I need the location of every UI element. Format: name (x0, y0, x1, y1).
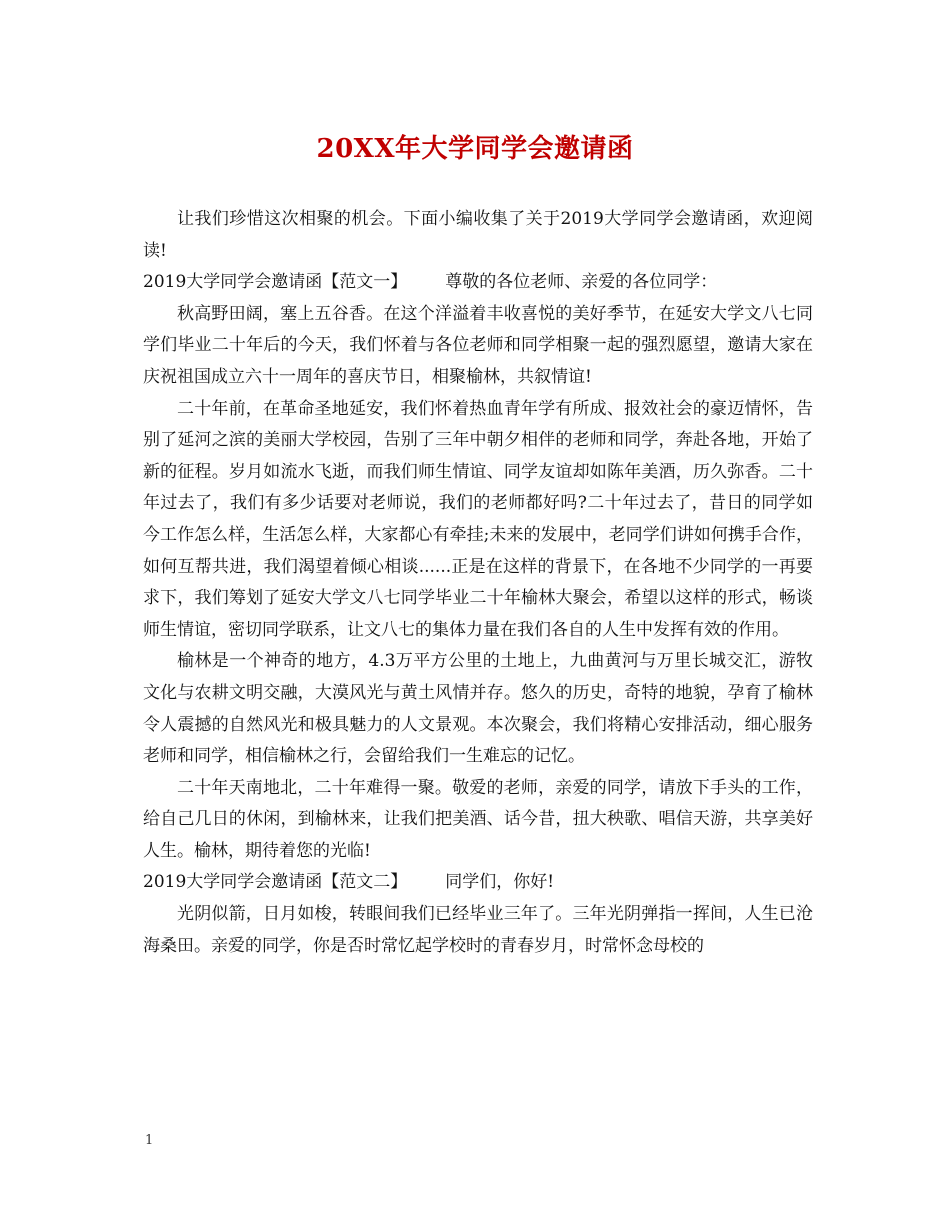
sample1-heading-line (143, 267, 813, 299)
sample1-paragraph: 榆林是一个神奇的地方，4.3万平方公里的土地上，九曲黄河与万里长城交汇，游牧文化与农耕文明交融，大漠风光与黄土风情并存。悠久的历史，奇特的地貌，孕育了榆林令人震撼的自然风光和极具魅力的人文景观。本次聚会，我们将精心安排活动，细心服务老师和同学，相信榆林之行，会留给我们一生难忘的记忆。 (143, 651, 813, 767)
sample2-greeting: 同学们，你好! (445, 872, 555, 893)
sample1-greeting: 尊敬的各位老师、亲爱的各位同学： (445, 272, 718, 293)
sample1-heading: 2019大学同学会邀请函【范文一】 (143, 272, 408, 293)
sample2-paragraph: 光阴似箭，日月如梭，转眼间我们已经毕业三年了。三年光阴弹指一挥间，人生已沧海桑田。亲爱的同学，你是否时常忆起学校时的青春岁月，时常怀念母校的 (143, 904, 813, 956)
intro-paragraph: 让我们珍惜这次相聚的机会。下面小编收集了关于2019大学同学会邀请函，欢迎阅读! (143, 209, 813, 261)
sample2-heading: 2019大学同学会邀请函【范文二】 (143, 872, 408, 893)
page-number: 1 (145, 1133, 154, 1148)
sample1-paragraph: 秋高野田阔，塞上五谷香。在这个洋溢着丰收喜悦的美好季节，在延安大学文八七同学们毕业二十年后的今天，我们怀着与各位老师和同学相聚一起的强烈愿望，邀请大家在庆祝祖国成立六十一周年的喜庆节日，相聚榆林，共叙情谊! (143, 303, 813, 387)
document-title: 20XX年大学同学会邀请函 (316, 134, 634, 164)
sample1-paragraph: 二十年天南地北，二十年难得一聚。敬爱的老师，亲爱的同学，请放下手头的工作，给自己几日的休闲，到榆林来，让我们把美酒、话今昔，扭大秧歌、唱信天游，共享美好人生。榆林，期待着您的光临! (143, 777, 813, 861)
sample2-heading-line (143, 867, 813, 899)
document-body (143, 204, 813, 962)
sample1-paragraph: 二十年前，在革命圣地延安，我们怀着热血青年学有所成、报效社会的豪迈情怀，告别了延河之滨的美丽大学校园，告别了三年中朝夕相伴的老师和同学，奔赴各地，开始了新的征程。岁月如流水飞逝，而我们师生情谊、同学友谊却如陈年美酒，历久弥香。二十年过去了，我们有多少话要对老师说，我们的老师都好吗?二十年过去了，昔日的同学如今工作怎么样，生活怎么样，大家都心有牵挂;未来的发展中，老同学们讲如何携手合作，如何互帮共进，我们渴望着倾心相谈......正是在这样的背景下，在各地不少同学的一再要求下，我们筹划了延安大学文八七同学毕业二十年榆林大聚会，希望以这样的形式，畅谈师生情谊，密切同学联系，让文八七的集体力量在我们各自的人生中发挥有效的作用。 (143, 398, 813, 640)
